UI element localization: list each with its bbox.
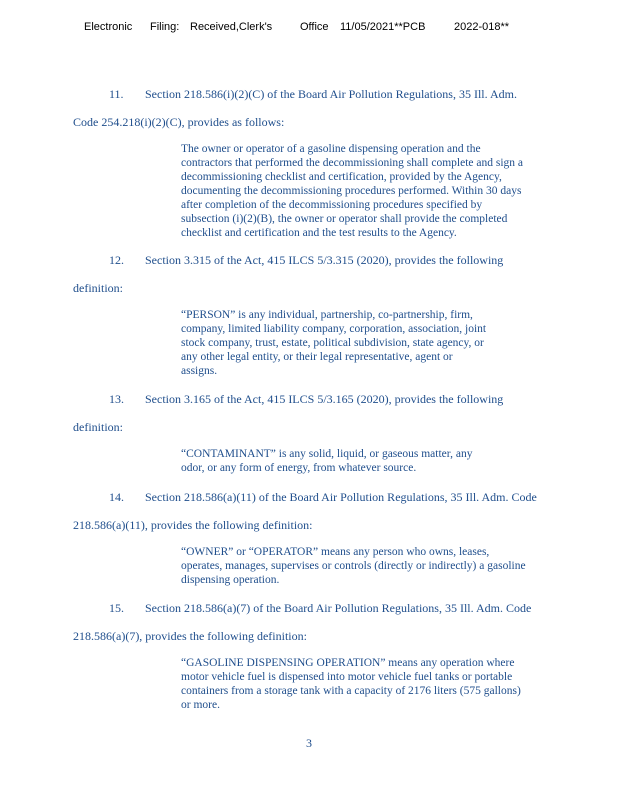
quote-line: documenting the decommissioning procedures performed. Within 30 days [181,185,522,197]
block-quote [181,308,591,378]
paragraph-first-line: Section 3.315 of the Act, 415 ILCS 5/3.315 (2020), provides the following [145,253,504,267]
quote-line: The owner or operator of a gasoline dispensing operation and the [181,143,481,155]
header-received: Received,Clerk's [190,21,273,33]
paragraph-number: 14. [109,490,124,504]
paragraph-first-line: Section 218.586(i)(2)(C) of the Board Air Pollution Regulations, 35 Ill. Adm. [145,87,517,101]
header-office: Office [300,21,329,33]
paragraph-number: 11. [109,87,124,101]
quote-line: “PERSON” is any individual, partnership, co-partnership, firm, [181,309,473,321]
block-quote [181,447,591,475]
quote-line: containers from a storage tank with a capacity of 2176 liters (575 gallons) [181,685,521,697]
header-filing: Filing: [150,21,180,33]
paragraph-continuation: 218.586(a)(7), provides the following definition: [73,629,307,643]
quote-line: company, limited liability company, corporation, association, joint [181,323,487,335]
page-number: 3 [306,736,312,750]
quote-line: stock company, trust, estate, political subdivision, state agency, or [181,337,484,349]
paragraph-continuation: 218.586(a)(11), provides the following definition: [73,518,313,532]
block-quote [181,142,591,240]
quote-line: subsection (i)(2)(B), the owner or operator shall provide the completed [181,213,508,225]
quote-line: “CONTAMINANT” is any solid, liquid, or gaseous matter, any [181,448,473,460]
quote-line: odor, or any form of energy, from whatever source. [181,462,417,474]
paragraph-continuation: definition: [73,281,123,295]
quote-line: motor vehicle fuel is dispensed into motor vehicle fuel tanks or portable [181,671,513,683]
quote-line: dispensing operation. [181,574,280,586]
quote-line: any other legal entity, or their legal representative, agent or [181,351,453,363]
header-electronic: Electronic [84,21,133,33]
block-quote [181,656,591,712]
paragraph-continuation: Code 254.218(i)(2)(C), provides as follows: [73,115,285,129]
block-quote [181,545,591,587]
paragraph-first-line: Section 218.586(a)(7) of the Board Air Pollution Regulations, 35 Ill. Adm. Code [145,601,532,615]
quote-line: checklist and certification and the test results to the Agency. [181,227,457,239]
paragraph-number: 15. [109,601,124,615]
header-date: 11/05/2021**PCB [340,21,426,33]
paragraph-continuation: definition: [73,420,123,434]
paragraph-number: 12. [109,253,124,267]
quote-line: contractors that performed the decommissioning shall complete and sign a [181,157,524,169]
quote-line: operates, manages, supervises or controls (directly or indirectly) a gasoline [181,560,526,572]
quote-line: “GASOLINE DISPENSING OPERATION” means any operation where [181,657,515,669]
header-docket: 2022-018** [454,21,510,33]
quote-line: after completion of the decommissioning procedures specified by [181,199,483,211]
paragraph-number: 13. [109,392,124,406]
paragraph-first-line: Section 218.586(a)(11) of the Board Air Pollution Regulations, 35 Ill. Adm. Code [145,490,537,504]
quote-line: “OWNER” or “OPERATOR” means any person who owns, leases, [181,546,490,558]
paragraph-first-line: Section 3.165 of the Act, 415 ILCS 5/3.165 (2020), provides the following [145,392,504,406]
quote-line: assigns. [181,365,218,377]
quote-line: decommissioning checklist and certification, provided by the Agency, [181,171,502,183]
quote-line: or more. [181,699,220,711]
